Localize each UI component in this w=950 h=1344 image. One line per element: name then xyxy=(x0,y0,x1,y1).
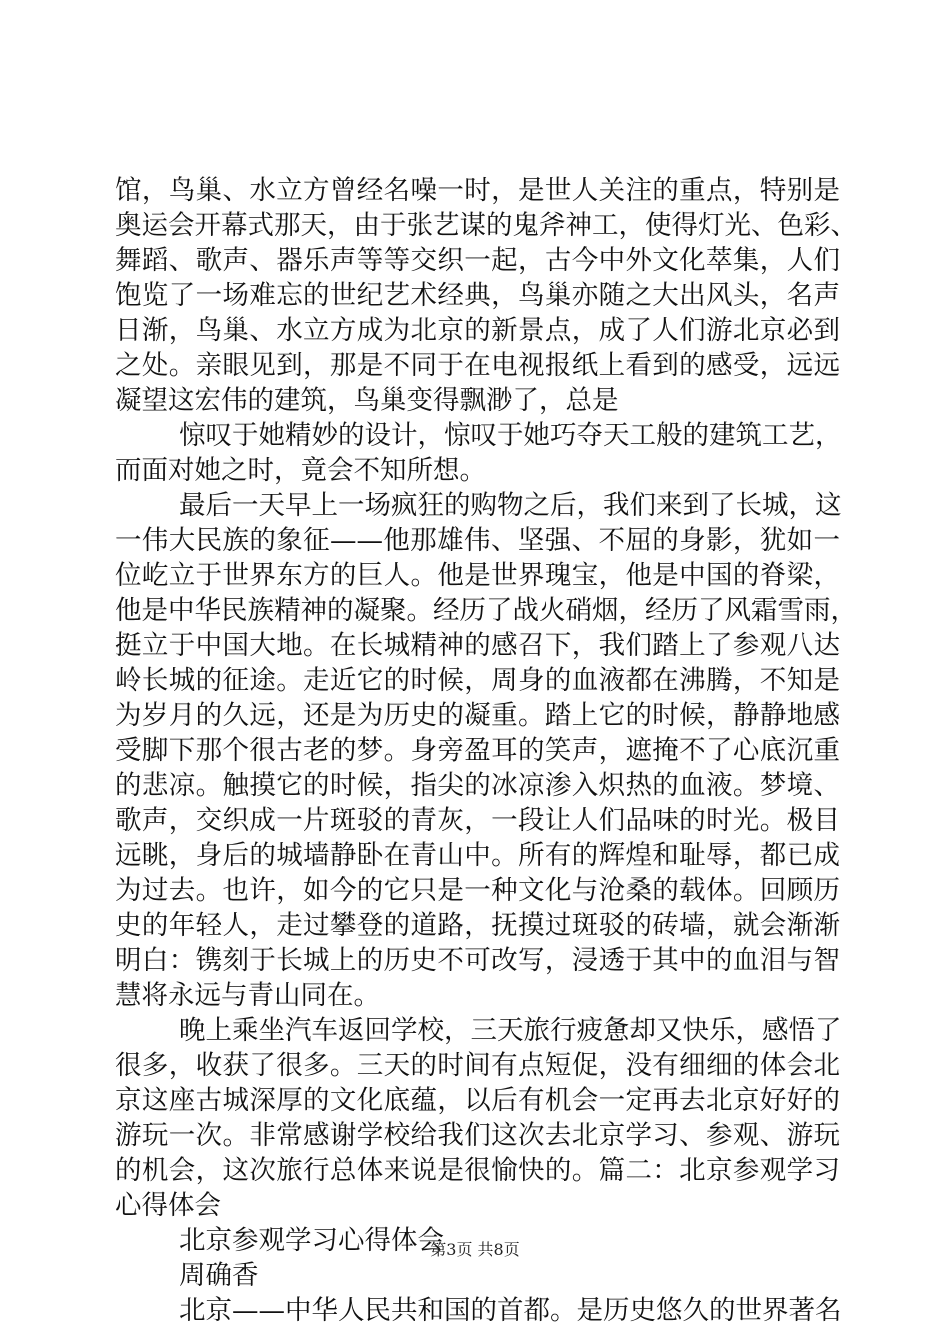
text-line: 一伟大民族的象征——他那雄伟、坚强、不屈的身影，犹如一 xyxy=(115,525,840,556)
text-line: 京这座古城深厚的文化底蕴，以后有机会一定再去北京好好的 xyxy=(115,1085,840,1116)
text-line: 奥运会开幕式那天，由于张艺谋的鬼斧神工，使得灯光、色彩、 xyxy=(115,210,857,241)
text-line: 游玩一次。非常感谢学校给我们这次去北京学习、参观、游玩 xyxy=(115,1120,840,1151)
text-line: 凝望这宏伟的建筑，鸟巢变得飘渺了，总是 xyxy=(115,385,619,416)
text-line: 为过去。也许，如今的它只是一种文化与沧桑的载体。回顾历 xyxy=(115,875,840,906)
text-line: 明白：镌刻于长城上的历史不可改写，浸透于其中的血泪与智 xyxy=(115,945,840,976)
text-line: 史的年轻人，走过攀登的道路，抚摸过斑驳的砖墙，就会渐渐 xyxy=(115,910,840,941)
text-line: 馆，鸟巢、水立方曾经名噪一时，是世人关注的重点，特别是 xyxy=(115,175,840,206)
text-line: 的机会，这次旅行总体来说是很愉快的。篇二：北京参观学习 xyxy=(115,1155,840,1186)
text-line: 的悲凉。触摸它的时候，指尖的冰凉渗入炽热的血液。梦境、 xyxy=(115,770,840,801)
text-line: 挺立于中国大地。在长城精神的感召下，我们踏上了参观八达 xyxy=(115,630,840,661)
text-line: 周确香 xyxy=(179,1260,259,1291)
page-number: 第3页 共8页 xyxy=(430,1240,520,1259)
text-line: 饱览了一场难忘的世纪艺术经典，鸟巢亦随之大出风头，名声 xyxy=(115,280,840,311)
text-line: 他是中华民族精神的凝聚。经历了战火硝烟，经历了风霜雪雨， xyxy=(115,595,857,626)
text-line: 惊叹于她精妙的设计，惊叹于她巧夺天工般的建筑工艺， xyxy=(179,420,842,451)
text-line: 北京参观学习心得体会 xyxy=(179,1225,444,1256)
text-line: 心得体会 xyxy=(115,1190,221,1221)
document-body xyxy=(115,173,857,1328)
text-line: 歌声，交织成一片斑驳的青灰，一段让人们品味的时光。极目 xyxy=(115,805,840,836)
text-line: 位屹立于世界东方的巨人。他是世界瑰宝，他是中国的脊梁， xyxy=(115,560,840,591)
text-line: 远眺，身后的城墙静卧在青山中。所有的辉煌和耻辱，都已成 xyxy=(115,840,840,871)
text-line: 最后一天早上一场疯狂的购物之后，我们来到了长城，这 xyxy=(179,490,842,521)
text-line: 北京——中华人民共和国的首都。是历史悠久的世界著名 xyxy=(179,1295,842,1326)
text-line: 之处。亲眼见到，那是不同于在电视报纸上看到的感受，远远 xyxy=(115,350,840,381)
text-line: 日渐，鸟巢、水立方成为北京的新景点，成了人们游北京必到 xyxy=(115,315,840,346)
text-line: 受脚下那个很古老的梦。身旁盈耳的笑声，遮掩不了心底沉重 xyxy=(115,735,840,766)
text-line: 而面对她之时，竟会不知所想。 xyxy=(115,455,486,486)
text-line: 岭长城的征途。走近它的时候，周身的血液都在沸腾，不知是 xyxy=(115,665,840,696)
text-line: 为岁月的久远，还是为历史的凝重。踏上它的时候，静静地感 xyxy=(115,700,840,731)
text-line: 晚上乘坐汽车返回学校，三天旅行疲惫却又快乐，感悟了 xyxy=(179,1015,842,1046)
text-line: 慧将永远与青山同在。 xyxy=(115,980,380,1011)
text-line: 很多，收获了很多。三天的时间有点短促，没有细细的体会北 xyxy=(115,1050,840,1081)
text-line: 舞蹈、歌声、器乐声等等交织一起，古今中外文化萃集，人们 xyxy=(115,245,840,276)
